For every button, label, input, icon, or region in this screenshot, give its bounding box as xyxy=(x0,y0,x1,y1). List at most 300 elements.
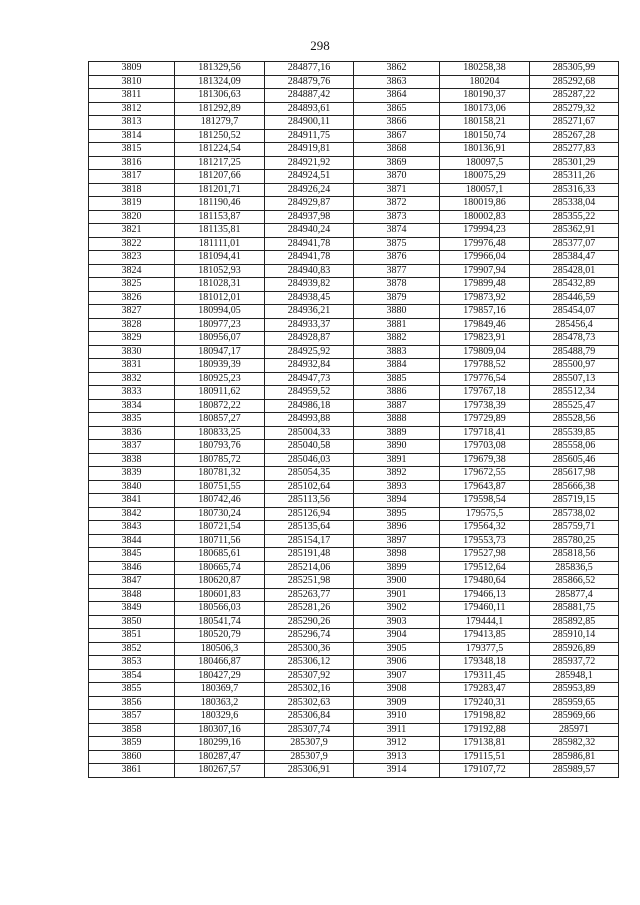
x-coordinate-cell: 179348,18 xyxy=(440,656,530,670)
x-coordinate-cell: 180136,91 xyxy=(440,143,530,157)
table-row xyxy=(89,723,619,737)
y-coordinate-cell: 284941,78 xyxy=(265,237,354,251)
y-coordinate-cell: 285307,9 xyxy=(265,737,354,751)
point-number-cell: 3859 xyxy=(89,737,175,751)
point-number-cell: 3813 xyxy=(89,116,175,130)
x-coordinate-cell: 179809,04 xyxy=(440,345,530,359)
y-coordinate-cell: 285971 xyxy=(530,723,619,737)
y-coordinate-cell: 285102,64 xyxy=(265,480,354,494)
point-number-cell: 3914 xyxy=(354,764,440,778)
point-number-cell: 3907 xyxy=(354,669,440,683)
point-number-cell: 3819 xyxy=(89,197,175,211)
x-coordinate-cell: 180287,47 xyxy=(175,750,265,764)
x-coordinate-cell: 180956,07 xyxy=(175,332,265,346)
y-coordinate-cell: 285135,64 xyxy=(265,521,354,535)
x-coordinate-cell: 179553,73 xyxy=(440,534,530,548)
y-coordinate-cell: 285456,4 xyxy=(530,318,619,332)
x-coordinate-cell: 179598,54 xyxy=(440,494,530,508)
y-coordinate-cell: 285277,83 xyxy=(530,143,619,157)
x-coordinate-cell: 180994,05 xyxy=(175,305,265,319)
y-coordinate-cell: 285512,34 xyxy=(530,386,619,400)
y-coordinate-cell: 284947,73 xyxy=(265,372,354,386)
point-number-cell: 3844 xyxy=(89,534,175,548)
y-coordinate-cell: 285384,47 xyxy=(530,251,619,265)
x-coordinate-cell: 179115,51 xyxy=(440,750,530,764)
x-coordinate-cell: 181111,01 xyxy=(175,237,265,251)
y-coordinate-cell: 285454,07 xyxy=(530,305,619,319)
y-coordinate-cell: 285292,68 xyxy=(530,75,619,89)
point-number-cell: 3810 xyxy=(89,75,175,89)
table-row xyxy=(89,372,619,386)
y-coordinate-cell: 285836,5 xyxy=(530,561,619,575)
point-number-cell: 3856 xyxy=(89,696,175,710)
x-coordinate-cell: 179413,85 xyxy=(440,629,530,643)
x-coordinate-cell: 179729,89 xyxy=(440,413,530,427)
y-coordinate-cell: 285488,79 xyxy=(530,345,619,359)
x-coordinate-cell: 180742,46 xyxy=(175,494,265,508)
table-row xyxy=(89,413,619,427)
point-number-cell: 3882 xyxy=(354,332,440,346)
y-coordinate-cell: 285605,46 xyxy=(530,453,619,467)
point-number-cell: 3884 xyxy=(354,359,440,373)
y-coordinate-cell: 285948,1 xyxy=(530,669,619,683)
table-row xyxy=(89,237,619,251)
table-row xyxy=(89,575,619,589)
point-number-cell: 3876 xyxy=(354,251,440,265)
point-number-cell: 3863 xyxy=(354,75,440,89)
y-coordinate-cell: 284925,92 xyxy=(265,345,354,359)
x-coordinate-cell: 179512,64 xyxy=(440,561,530,575)
point-number-cell: 3909 xyxy=(354,696,440,710)
point-number-cell: 3858 xyxy=(89,723,175,737)
table-row xyxy=(89,345,619,359)
y-coordinate-cell: 284937,98 xyxy=(265,210,354,224)
x-coordinate-cell: 180307,16 xyxy=(175,723,265,737)
point-number-cell: 3865 xyxy=(354,102,440,116)
y-coordinate-cell: 285666,38 xyxy=(530,480,619,494)
table-row xyxy=(89,480,619,494)
table-row xyxy=(89,683,619,697)
x-coordinate-cell: 180620,87 xyxy=(175,575,265,589)
point-number-cell: 3812 xyxy=(89,102,175,116)
point-number-cell: 3846 xyxy=(89,561,175,575)
x-coordinate-cell: 179192,88 xyxy=(440,723,530,737)
y-coordinate-cell: 285302,63 xyxy=(265,696,354,710)
table-row xyxy=(89,143,619,157)
point-number-cell: 3913 xyxy=(354,750,440,764)
point-number-cell: 3872 xyxy=(354,197,440,211)
y-coordinate-cell: 285719,15 xyxy=(530,494,619,508)
y-coordinate-cell: 284928,87 xyxy=(265,332,354,346)
table-row xyxy=(89,615,619,629)
point-number-cell: 3906 xyxy=(354,656,440,670)
x-coordinate-cell: 179679,38 xyxy=(440,453,530,467)
table-row xyxy=(89,602,619,616)
point-number-cell: 3864 xyxy=(354,89,440,103)
page-number: 298 xyxy=(310,38,330,53)
x-coordinate-cell: 179873,92 xyxy=(440,291,530,305)
y-coordinate-cell: 285969,66 xyxy=(530,710,619,724)
point-number-cell: 3843 xyxy=(89,521,175,535)
table-row xyxy=(89,737,619,751)
x-coordinate-cell: 179907,94 xyxy=(440,264,530,278)
point-number-cell: 3823 xyxy=(89,251,175,265)
coordinates-table xyxy=(88,61,619,778)
table-row xyxy=(89,534,619,548)
y-coordinate-cell: 285054,35 xyxy=(265,467,354,481)
x-coordinate-cell: 180751,55 xyxy=(175,480,265,494)
point-number-cell: 3885 xyxy=(354,372,440,386)
y-coordinate-cell: 285046,03 xyxy=(265,453,354,467)
point-number-cell: 3845 xyxy=(89,548,175,562)
table-row xyxy=(89,116,619,130)
y-coordinate-cell: 285126,94 xyxy=(265,507,354,521)
y-coordinate-cell: 284932,84 xyxy=(265,359,354,373)
y-coordinate-cell: 285307,74 xyxy=(265,723,354,737)
table-row xyxy=(89,359,619,373)
x-coordinate-cell: 179788,52 xyxy=(440,359,530,373)
table-row xyxy=(89,224,619,238)
x-coordinate-cell: 180721,54 xyxy=(175,521,265,535)
point-number-cell: 3874 xyxy=(354,224,440,238)
x-coordinate-cell: 179564,32 xyxy=(440,521,530,535)
point-number-cell: 3890 xyxy=(354,440,440,454)
x-coordinate-cell: 180158,21 xyxy=(440,116,530,130)
table-row xyxy=(89,183,619,197)
y-coordinate-cell: 284879,76 xyxy=(265,75,354,89)
table-row xyxy=(89,629,619,643)
y-coordinate-cell: 285982,32 xyxy=(530,737,619,751)
x-coordinate-cell: 179283,47 xyxy=(440,683,530,697)
x-coordinate-cell: 180075,29 xyxy=(440,170,530,184)
point-number-cell: 3822 xyxy=(89,237,175,251)
y-coordinate-cell: 284936,21 xyxy=(265,305,354,319)
x-coordinate-cell: 179377,5 xyxy=(440,642,530,656)
y-coordinate-cell: 285428,01 xyxy=(530,264,619,278)
y-coordinate-cell: 285780,25 xyxy=(530,534,619,548)
y-coordinate-cell: 285305,99 xyxy=(530,62,619,76)
x-coordinate-cell: 180150,74 xyxy=(440,129,530,143)
x-coordinate-cell: 181217,25 xyxy=(175,156,265,170)
y-coordinate-cell: 284993,88 xyxy=(265,413,354,427)
x-coordinate-cell: 181292,89 xyxy=(175,102,265,116)
x-coordinate-cell: 180299,16 xyxy=(175,737,265,751)
y-coordinate-cell: 285263,77 xyxy=(265,588,354,602)
point-number-cell: 3829 xyxy=(89,332,175,346)
y-coordinate-cell: 285281,26 xyxy=(265,602,354,616)
point-number-cell: 3862 xyxy=(354,62,440,76)
y-coordinate-cell: 285191,48 xyxy=(265,548,354,562)
point-number-cell: 3850 xyxy=(89,615,175,629)
coordinates-table-body xyxy=(89,62,619,778)
point-number-cell: 3828 xyxy=(89,318,175,332)
y-coordinate-cell: 284986,18 xyxy=(265,399,354,413)
table-row xyxy=(89,440,619,454)
y-coordinate-cell: 285316,33 xyxy=(530,183,619,197)
x-coordinate-cell: 180947,17 xyxy=(175,345,265,359)
table-row xyxy=(89,197,619,211)
x-coordinate-cell: 180190,37 xyxy=(440,89,530,103)
point-number-cell: 3893 xyxy=(354,480,440,494)
point-number-cell: 3870 xyxy=(354,170,440,184)
x-coordinate-cell: 179643,87 xyxy=(440,480,530,494)
x-coordinate-cell: 180520,79 xyxy=(175,629,265,643)
x-coordinate-cell: 180541,74 xyxy=(175,615,265,629)
x-coordinate-cell: 179107,72 xyxy=(440,764,530,778)
x-coordinate-cell: 179311,45 xyxy=(440,669,530,683)
x-coordinate-cell: 179738,39 xyxy=(440,399,530,413)
y-coordinate-cell: 285937,72 xyxy=(530,656,619,670)
x-coordinate-cell: 179703,08 xyxy=(440,440,530,454)
x-coordinate-cell: 181012,01 xyxy=(175,291,265,305)
x-coordinate-cell: 179575,5 xyxy=(440,507,530,521)
y-coordinate-cell: 284939,82 xyxy=(265,278,354,292)
point-number-cell: 3869 xyxy=(354,156,440,170)
point-number-cell: 3871 xyxy=(354,183,440,197)
table-row xyxy=(89,264,619,278)
y-coordinate-cell: 285311,26 xyxy=(530,170,619,184)
table-row xyxy=(89,561,619,575)
point-number-cell: 3895 xyxy=(354,507,440,521)
point-number-cell: 3905 xyxy=(354,642,440,656)
point-number-cell: 3866 xyxy=(354,116,440,130)
point-number-cell: 3896 xyxy=(354,521,440,535)
x-coordinate-cell: 181135,81 xyxy=(175,224,265,238)
y-coordinate-cell: 284921,92 xyxy=(265,156,354,170)
point-number-cell: 3900 xyxy=(354,575,440,589)
y-coordinate-cell: 285759,71 xyxy=(530,521,619,535)
point-number-cell: 3861 xyxy=(89,764,175,778)
y-coordinate-cell: 285738,02 xyxy=(530,507,619,521)
point-number-cell: 3903 xyxy=(354,615,440,629)
x-coordinate-cell: 180785,72 xyxy=(175,453,265,467)
x-coordinate-cell: 180329,6 xyxy=(175,710,265,724)
point-number-cell: 3852 xyxy=(89,642,175,656)
table-row xyxy=(89,318,619,332)
point-number-cell: 3837 xyxy=(89,440,175,454)
x-coordinate-cell: 180369,7 xyxy=(175,683,265,697)
point-number-cell: 3821 xyxy=(89,224,175,238)
y-coordinate-cell: 285279,32 xyxy=(530,102,619,116)
x-coordinate-cell: 181324,09 xyxy=(175,75,265,89)
point-number-cell: 3902 xyxy=(354,602,440,616)
point-number-cell: 3839 xyxy=(89,467,175,481)
point-number-cell: 3880 xyxy=(354,305,440,319)
y-coordinate-cell: 285154,17 xyxy=(265,534,354,548)
point-number-cell: 3847 xyxy=(89,575,175,589)
y-coordinate-cell: 284877,16 xyxy=(265,62,354,76)
table-row xyxy=(89,453,619,467)
y-coordinate-cell: 285004,33 xyxy=(265,426,354,440)
x-coordinate-cell: 179444,1 xyxy=(440,615,530,629)
x-coordinate-cell: 180506,3 xyxy=(175,642,265,656)
y-coordinate-cell: 284929,87 xyxy=(265,197,354,211)
table-row xyxy=(89,507,619,521)
y-coordinate-cell: 284959,52 xyxy=(265,386,354,400)
x-coordinate-cell: 180601,83 xyxy=(175,588,265,602)
x-coordinate-cell: 181207,66 xyxy=(175,170,265,184)
table-row xyxy=(89,588,619,602)
table-row xyxy=(89,89,619,103)
y-coordinate-cell: 285267,28 xyxy=(530,129,619,143)
y-coordinate-cell: 285953,89 xyxy=(530,683,619,697)
y-coordinate-cell: 284940,24 xyxy=(265,224,354,238)
x-coordinate-cell: 180258,38 xyxy=(440,62,530,76)
x-coordinate-cell: 179718,41 xyxy=(440,426,530,440)
x-coordinate-cell: 179966,04 xyxy=(440,251,530,265)
x-coordinate-cell: 179857,16 xyxy=(440,305,530,319)
x-coordinate-cell: 179767,18 xyxy=(440,386,530,400)
x-coordinate-cell: 180019,86 xyxy=(440,197,530,211)
y-coordinate-cell: 284900,11 xyxy=(265,116,354,130)
point-number-cell: 3912 xyxy=(354,737,440,751)
y-coordinate-cell: 285355,22 xyxy=(530,210,619,224)
y-coordinate-cell: 285377,07 xyxy=(530,237,619,251)
table-row xyxy=(89,696,619,710)
y-coordinate-cell: 284933,37 xyxy=(265,318,354,332)
point-number-cell: 3899 xyxy=(354,561,440,575)
x-coordinate-cell: 180466,87 xyxy=(175,656,265,670)
y-coordinate-cell: 284940,83 xyxy=(265,264,354,278)
x-coordinate-cell: 180977,23 xyxy=(175,318,265,332)
point-number-cell: 3830 xyxy=(89,345,175,359)
x-coordinate-cell: 180730,24 xyxy=(175,507,265,521)
y-coordinate-cell: 285892,85 xyxy=(530,615,619,629)
x-coordinate-cell: 180363,2 xyxy=(175,696,265,710)
x-coordinate-cell: 180781,32 xyxy=(175,467,265,481)
point-number-cell: 3814 xyxy=(89,129,175,143)
x-coordinate-cell: 179460,11 xyxy=(440,602,530,616)
point-number-cell: 3835 xyxy=(89,413,175,427)
y-coordinate-cell: 284887,42 xyxy=(265,89,354,103)
point-number-cell: 3842 xyxy=(89,507,175,521)
x-coordinate-cell: 180566,03 xyxy=(175,602,265,616)
y-coordinate-cell: 285959,65 xyxy=(530,696,619,710)
x-coordinate-cell: 180097,5 xyxy=(440,156,530,170)
y-coordinate-cell: 285302,16 xyxy=(265,683,354,697)
x-coordinate-cell: 180685,61 xyxy=(175,548,265,562)
x-coordinate-cell: 180173,06 xyxy=(440,102,530,116)
point-number-cell: 3817 xyxy=(89,170,175,184)
point-number-cell: 3868 xyxy=(354,143,440,157)
y-coordinate-cell: 285251,98 xyxy=(265,575,354,589)
y-coordinate-cell: 285478,73 xyxy=(530,332,619,346)
y-coordinate-cell: 285525,47 xyxy=(530,399,619,413)
y-coordinate-cell: 285362,91 xyxy=(530,224,619,238)
x-coordinate-cell: 180267,57 xyxy=(175,764,265,778)
point-number-cell: 3811 xyxy=(89,89,175,103)
point-number-cell: 3841 xyxy=(89,494,175,508)
point-number-cell: 3838 xyxy=(89,453,175,467)
table-row xyxy=(89,156,619,170)
point-number-cell: 3886 xyxy=(354,386,440,400)
x-coordinate-cell: 179240,31 xyxy=(440,696,530,710)
y-coordinate-cell: 285040,58 xyxy=(265,440,354,454)
x-coordinate-cell: 181153,87 xyxy=(175,210,265,224)
y-coordinate-cell: 285881,75 xyxy=(530,602,619,616)
x-coordinate-cell: 180833,25 xyxy=(175,426,265,440)
y-coordinate-cell: 285446,59 xyxy=(530,291,619,305)
point-number-cell: 3875 xyxy=(354,237,440,251)
x-coordinate-cell: 180057,1 xyxy=(440,183,530,197)
y-coordinate-cell: 285986,81 xyxy=(530,750,619,764)
y-coordinate-cell: 285507,13 xyxy=(530,372,619,386)
x-coordinate-cell: 181329,56 xyxy=(175,62,265,76)
y-coordinate-cell: 285528,56 xyxy=(530,413,619,427)
table-row xyxy=(89,251,619,265)
point-number-cell: 3904 xyxy=(354,629,440,643)
point-number-cell: 3867 xyxy=(354,129,440,143)
table-row xyxy=(89,764,619,778)
point-number-cell: 3910 xyxy=(354,710,440,724)
table-row xyxy=(89,210,619,224)
x-coordinate-cell: 181224,54 xyxy=(175,143,265,157)
table-row xyxy=(89,548,619,562)
point-number-cell: 3881 xyxy=(354,318,440,332)
y-coordinate-cell: 285306,91 xyxy=(265,764,354,778)
x-coordinate-cell: 180939,39 xyxy=(175,359,265,373)
point-number-cell: 3854 xyxy=(89,669,175,683)
point-number-cell: 3879 xyxy=(354,291,440,305)
y-coordinate-cell: 285296,74 xyxy=(265,629,354,643)
x-coordinate-cell: 180872,22 xyxy=(175,399,265,413)
y-coordinate-cell: 285113,56 xyxy=(265,494,354,508)
x-coordinate-cell: 181190,46 xyxy=(175,197,265,211)
table-row xyxy=(89,75,619,89)
point-number-cell: 3873 xyxy=(354,210,440,224)
x-coordinate-cell: 179138,81 xyxy=(440,737,530,751)
x-coordinate-cell: 179776,54 xyxy=(440,372,530,386)
point-number-cell: 3832 xyxy=(89,372,175,386)
point-number-cell: 3878 xyxy=(354,278,440,292)
x-coordinate-cell: 179466,13 xyxy=(440,588,530,602)
y-coordinate-cell: 285306,12 xyxy=(265,656,354,670)
y-coordinate-cell: 284924,51 xyxy=(265,170,354,184)
point-number-cell: 3891 xyxy=(354,453,440,467)
y-coordinate-cell: 284941,78 xyxy=(265,251,354,265)
table-row xyxy=(89,750,619,764)
table-row xyxy=(89,669,619,683)
x-coordinate-cell: 180427,29 xyxy=(175,669,265,683)
table-row xyxy=(89,467,619,481)
point-number-cell: 3831 xyxy=(89,359,175,373)
point-number-cell: 3901 xyxy=(354,588,440,602)
point-number-cell: 3887 xyxy=(354,399,440,413)
x-coordinate-cell: 181201,71 xyxy=(175,183,265,197)
table-row xyxy=(89,494,619,508)
y-coordinate-cell: 285910,14 xyxy=(530,629,619,643)
x-coordinate-cell: 180665,74 xyxy=(175,561,265,575)
y-coordinate-cell: 285989,57 xyxy=(530,764,619,778)
x-coordinate-cell: 181279,7 xyxy=(175,116,265,130)
x-coordinate-cell: 180925,23 xyxy=(175,372,265,386)
y-coordinate-cell: 285307,92 xyxy=(265,669,354,683)
point-number-cell: 3883 xyxy=(354,345,440,359)
point-number-cell: 3815 xyxy=(89,143,175,157)
table-row xyxy=(89,291,619,305)
y-coordinate-cell: 285300,36 xyxy=(265,642,354,656)
y-coordinate-cell: 285290,26 xyxy=(265,615,354,629)
x-coordinate-cell: 181250,52 xyxy=(175,129,265,143)
y-coordinate-cell: 285301,29 xyxy=(530,156,619,170)
point-number-cell: 3855 xyxy=(89,683,175,697)
y-coordinate-cell: 285818,56 xyxy=(530,548,619,562)
x-coordinate-cell: 179849,46 xyxy=(440,318,530,332)
table-row xyxy=(89,305,619,319)
point-number-cell: 3853 xyxy=(89,656,175,670)
table-row xyxy=(89,426,619,440)
x-coordinate-cell: 181094,41 xyxy=(175,251,265,265)
